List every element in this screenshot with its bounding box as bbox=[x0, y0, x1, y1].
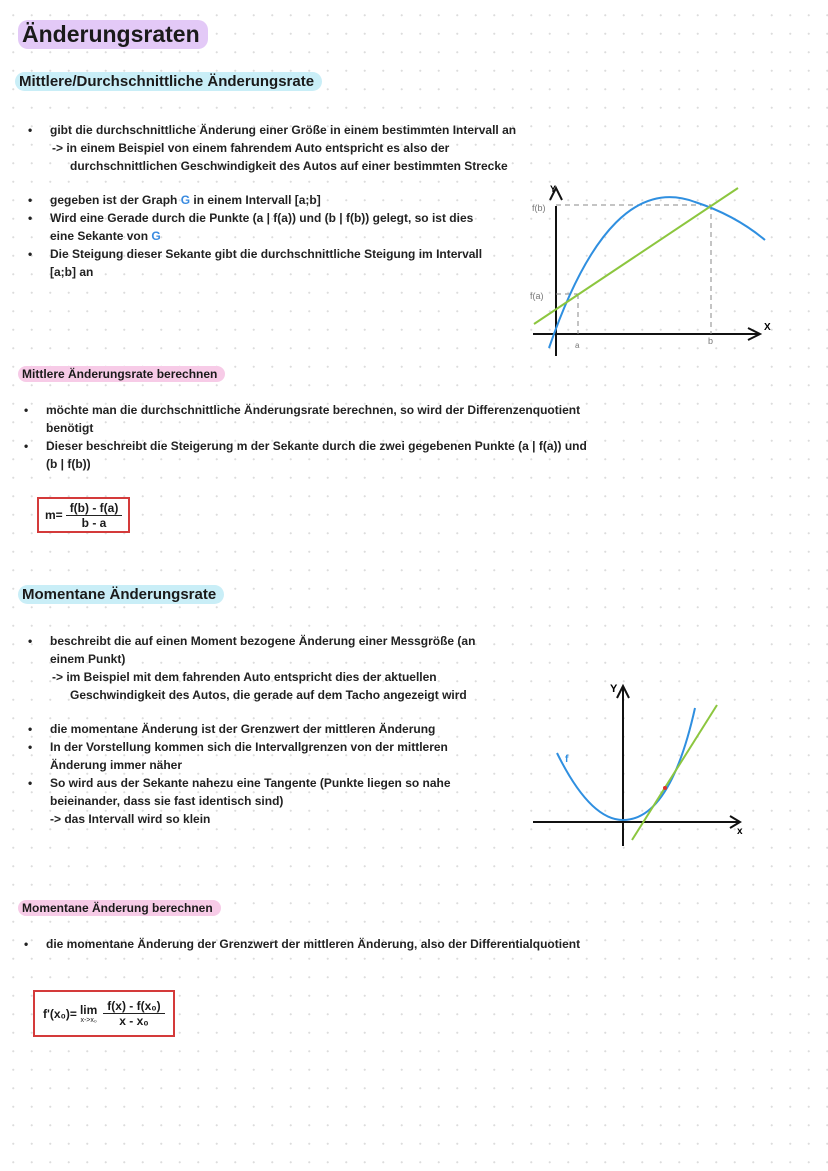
tangent-point bbox=[663, 786, 667, 790]
y-label: Y bbox=[610, 683, 618, 695]
fraction bbox=[66, 501, 123, 530]
section1-heading-wrap bbox=[15, 72, 322, 91]
a-label: a bbox=[575, 341, 580, 350]
tangent-line bbox=[632, 705, 717, 840]
list-item bbox=[50, 191, 525, 209]
section-heading-mittlere-berechnen: Mittlere Änderungsrate berechnen bbox=[18, 366, 225, 382]
limit bbox=[80, 1003, 97, 1024]
secant-diagram bbox=[520, 180, 820, 360]
x-label: x bbox=[737, 826, 743, 837]
graph-g: G bbox=[151, 229, 161, 243]
formula-differenzenquotient bbox=[37, 497, 130, 533]
list-item: • Dieser beschreibt die Steigerung m der Sekante durch die zwei gegebenen Punkte (a | f(a)) und (b | f(b)) bbox=[46, 437, 591, 473]
section2-list bbox=[46, 401, 606, 473]
list-item: • beschreibt die auf einen Moment bezogene Änderung einer Messgröße (an einem Punkt) bbox=[50, 632, 500, 668]
curve-f bbox=[557, 708, 695, 820]
list-item: • die momentane Änderung der Grenzwert der mittleren Änderung, also der Differentialquotient bbox=[46, 935, 646, 953]
lim-sub: x->x₀ bbox=[80, 1017, 97, 1024]
text: gegeben ist der Graph bbox=[50, 193, 181, 207]
formula-differentialquotient bbox=[33, 990, 175, 1037]
numerator: f(x) - f(x₀) bbox=[103, 999, 164, 1014]
list-item-sub: -> das Intervall wird so klein bbox=[50, 812, 211, 826]
text: Wird eine Gerade durch die Punkte (a | f(a)) und (b | f(b)) gelegt, so ist dies eine Sekante von bbox=[50, 211, 474, 243]
section3-heading-wrap bbox=[18, 585, 224, 604]
fb-label: f(b) bbox=[532, 203, 546, 213]
list-item: • gibt die durchschnittliche Änderung einer Größe in einem bestimmten Intervall an bbox=[50, 121, 525, 139]
section-heading-momentane-berechnen: Momentane Änderung berechnen bbox=[18, 900, 221, 916]
numerator: f(b) - f(a) bbox=[66, 501, 123, 516]
page-title: Änderungsraten bbox=[18, 20, 208, 49]
page-title-wrap bbox=[18, 20, 208, 49]
section-heading-mittlere: Mittlere/Durchschnittliche Änderungsrate bbox=[15, 72, 322, 91]
text: in einem Intervall [a;b] bbox=[190, 193, 321, 207]
section2-heading-wrap bbox=[18, 365, 225, 383]
section-heading-momentane: Momentane Änderungsrate bbox=[18, 585, 224, 604]
denominator: b - a bbox=[81, 515, 107, 530]
list-item bbox=[50, 209, 495, 245]
list-item-sub: -> im Beispiel mit dem fahrenden Auto entspricht dies der aktuellen Geschwindigkeit des Autos, die gerade auf dem Tacho angezeigt wird bbox=[52, 670, 467, 702]
list-item: • möchte man die durchschnittliche Änderungsrate berechnen, so wird der Differenzenquotient benötigt bbox=[46, 401, 606, 437]
spacer bbox=[50, 704, 500, 720]
lim-text: lim bbox=[79, 1003, 98, 1017]
formula-lhs: m= bbox=[45, 508, 63, 522]
curve-g bbox=[549, 197, 765, 348]
list-item-sub: -> in einem Beispiel von einem fahrendem Auto entspricht es also der durchschnittlichen Geschwindigkeit des Autos auf einer bestimmten Strecke bbox=[52, 141, 508, 173]
fraction bbox=[103, 999, 164, 1028]
secant-line bbox=[534, 188, 738, 324]
section1-list bbox=[50, 121, 525, 281]
spacer bbox=[50, 175, 525, 191]
denominator: x - x₀ bbox=[119, 1014, 149, 1028]
section4-list bbox=[46, 935, 646, 953]
formula-lhs: f'(x₀)= bbox=[43, 1006, 77, 1021]
y-label: Y bbox=[550, 184, 557, 194]
list-item: • In der Vorstellung kommen sich die Intervallgrenzen von der mittleren Änderung immer näher bbox=[50, 738, 480, 774]
list-item: • Die Steigung dieser Sekante gibt die durchschnittliche Steigung im Intervall [a;b] an bbox=[50, 245, 510, 281]
list-item: • die momentane Änderung ist der Grenzwert der mittleren Änderung bbox=[50, 720, 500, 738]
b-label: b bbox=[708, 336, 714, 346]
x-label: X bbox=[764, 322, 771, 333]
section3-list bbox=[50, 632, 500, 828]
fa-label: f(a) bbox=[530, 291, 544, 301]
graph-g: G bbox=[180, 193, 191, 207]
f-label: f bbox=[565, 754, 569, 765]
section4-heading-wrap bbox=[18, 899, 221, 917]
tangent-diagram bbox=[520, 670, 760, 850]
list-item: • So wird aus der Sekante nahezu eine Tangente (Punkte liegen so nahe beieinander, dass sie fast identisch sind) bbox=[50, 774, 480, 810]
